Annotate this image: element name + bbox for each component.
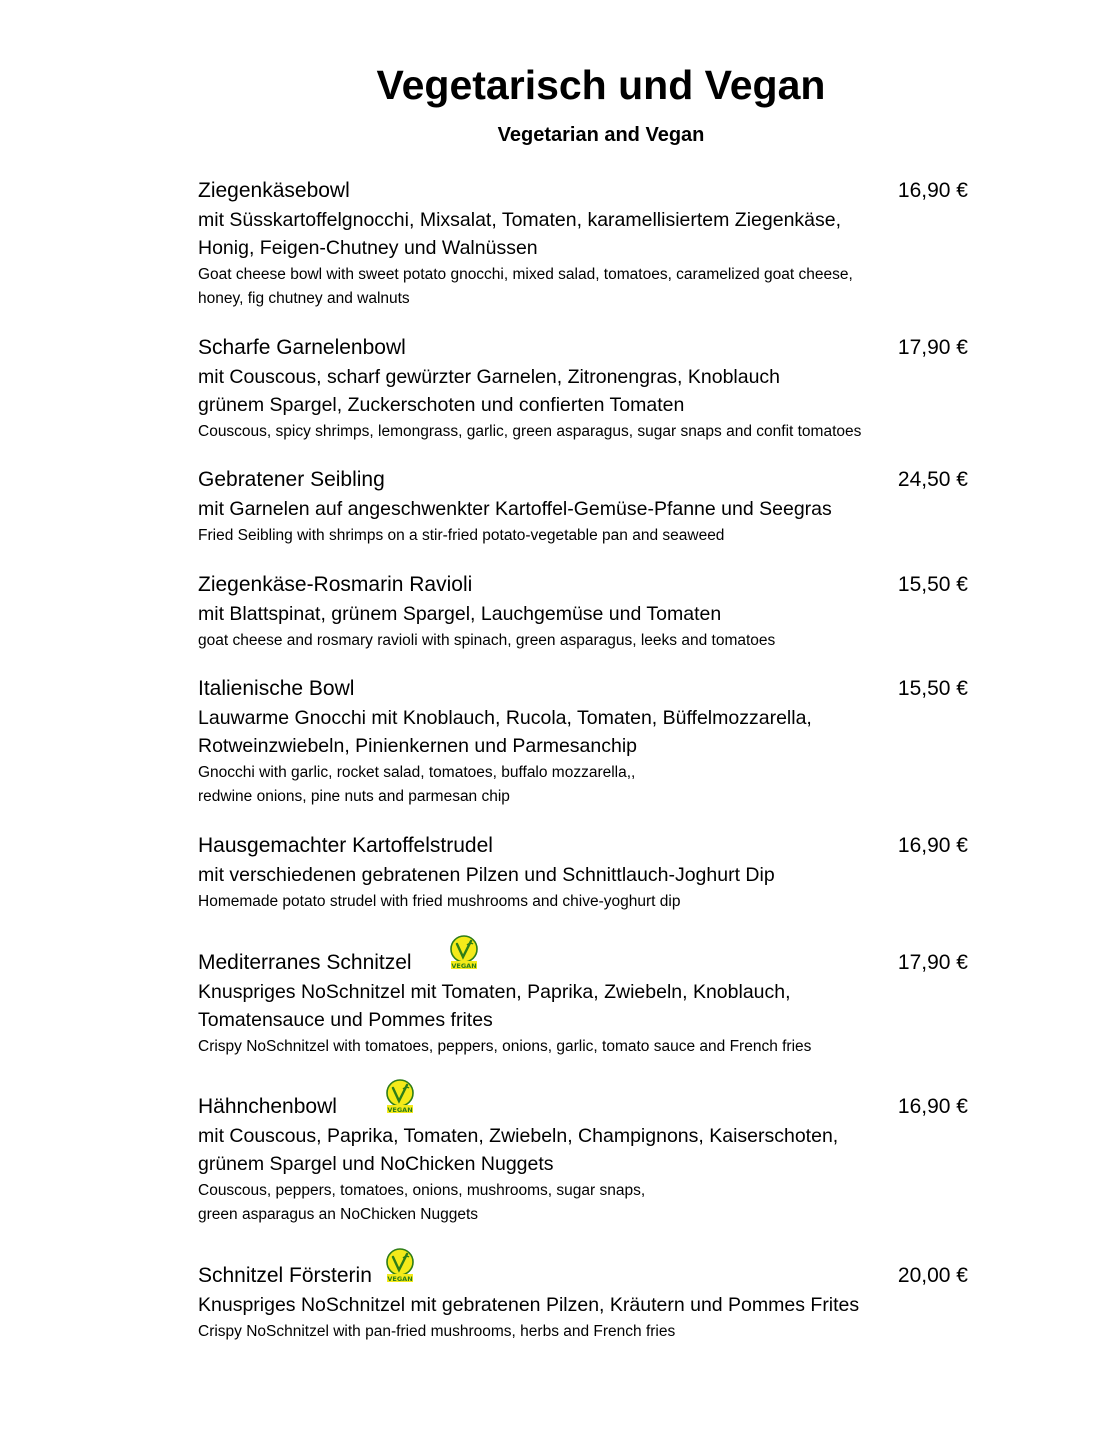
menu-item [198,831,968,914]
vegan-label: VEGAN [451,962,477,970]
menu-item [198,948,968,1059]
item-description-de: mit Blattspinat, grünem Spargel, Lauchgemüse und Tomaten [198,603,722,625]
item-price: 17,90 € [897,336,968,359]
menu-item [198,1261,968,1344]
item-description-en: Homemade potato strudel with fried mushrooms and chive-yoghurt dip [198,893,681,910]
menu-item [198,176,968,311]
item-name: Gebratener Seibling [198,468,385,491]
item-price: 16,90 € [897,179,968,202]
item-description-en: goat cheese and rosmary ravioli with spinach, green asparagus, leeks and tomatoes [198,632,776,649]
vegan-icon [384,1078,416,1116]
item-name: Mediterranes Schnitzel [198,951,412,974]
menu-item [198,1092,968,1227]
vegan-icon [384,1247,416,1285]
item-name: Hausgemachter Kartoffelstrudel [198,834,493,857]
item-price: 17,90 € [897,951,968,974]
item-description-en: Crispy NoSchnitzel with tomatoes, peppers, onions, garlic, tomato sauce and French fries [198,1038,812,1055]
item-description-de: Knuspriges NoSchnitzel mit Tomaten, Paprika, Zwiebeln, Knoblauch, [198,981,791,1003]
item-description-de: grünem Spargel und NoChicken Nuggets [198,1153,554,1175]
item-description-de: mit Süsskartoffelgnocchi, Mixsalat, Tomaten, karamellisiertem Ziegenkäse, [198,209,842,231]
item-description-de: grünem Spargel, Zuckerschoten und confierten Tomaten [198,394,685,416]
menu-item [198,465,968,548]
page-title: Vegetarisch und Vegan [376,62,826,108]
item-description-de: Knuspriges NoSchnitzel mit gebratenen Pilzen, Kräutern und Pommes Frites [198,1294,860,1316]
menu-item [198,333,968,444]
item-price: 15,50 € [897,573,968,596]
item-description-en: Gnocchi with garlic, rocket salad, tomatoes, buffalo mozzarella,, [198,764,636,781]
item-name: Scharfe Garnelenbowl [198,336,406,359]
item-description-en: green asparagus an NoChicken Nuggets [198,1206,479,1223]
item-description-en: Crispy NoSchnitzel with pan-fried mushrooms, herbs and French fries [198,1323,676,1340]
menu-item [198,674,968,809]
item-name: Ziegenkäse-Rosmarin Ravioli [198,573,473,596]
item-name: Hähnchenbowl [198,1095,337,1118]
item-description-en: Couscous, peppers, tomatoes, onions, mushrooms, sugar snaps, [198,1182,646,1199]
page-subtitle: Vegetarian and Vegan [497,124,705,146]
item-name: Ziegenkäsebowl [198,179,350,202]
item-description-de: Lauwarme Gnocchi mit Knoblauch, Rucola, Tomaten, Büffelmozzarella, [198,707,812,729]
item-description-de: Tomatensauce und Pommes frites [198,1009,493,1031]
item-price: 16,90 € [897,834,968,857]
menu-item [198,570,968,653]
vegan-label: VEGAN [387,1106,413,1114]
item-description-de: mit Couscous, Paprika, Tomaten, Zwiebeln, Champignons, Kaiserschoten, [198,1125,839,1147]
item-description-en: Fried Seibling with shrimps on a stir-fried potato-vegetable pan and seaweed [198,527,725,544]
vegan-icon [448,934,480,972]
item-description-en: redwine onions, pine nuts and parmesan chip [198,788,510,805]
item-description-en: Couscous, spicy shrimps, lemongrass, garlic, green asparagus, sugar snaps and confit tomatoes [198,423,862,440]
item-description-en: Goat cheese bowl with sweet potato gnocchi, mixed salad, tomatoes, caramelized goat cheese, [198,266,853,283]
item-name: Italienische Bowl [198,677,355,700]
item-price: 16,90 € [897,1095,968,1118]
item-description-en: honey, fig chutney and walnuts [198,290,410,307]
item-description-de: mit Couscous, scharf gewürzter Garnelen, Zitronengras, Knoblauch [198,366,781,388]
item-price: 24,50 € [897,468,968,491]
item-description-de: Rotweinzwiebeln, Pinienkernen und Parmesanchip [198,735,638,757]
item-name: Schnitzel Försterin [198,1264,372,1287]
item-price: 20,00 € [897,1264,968,1287]
item-price: 15,50 € [897,677,968,700]
item-description-de: mit verschiedenen gebratenen Pilzen und Schnittlauch-Joghurt Dip [198,864,775,886]
item-description-de: mit Garnelen auf angeschwenkter Kartoffel-Gemüse-Pfanne und Seegras [198,498,832,520]
item-description-de: Honig, Feigen-Chutney und Walnüssen [198,237,538,259]
vegan-label: VEGAN [387,1275,413,1283]
